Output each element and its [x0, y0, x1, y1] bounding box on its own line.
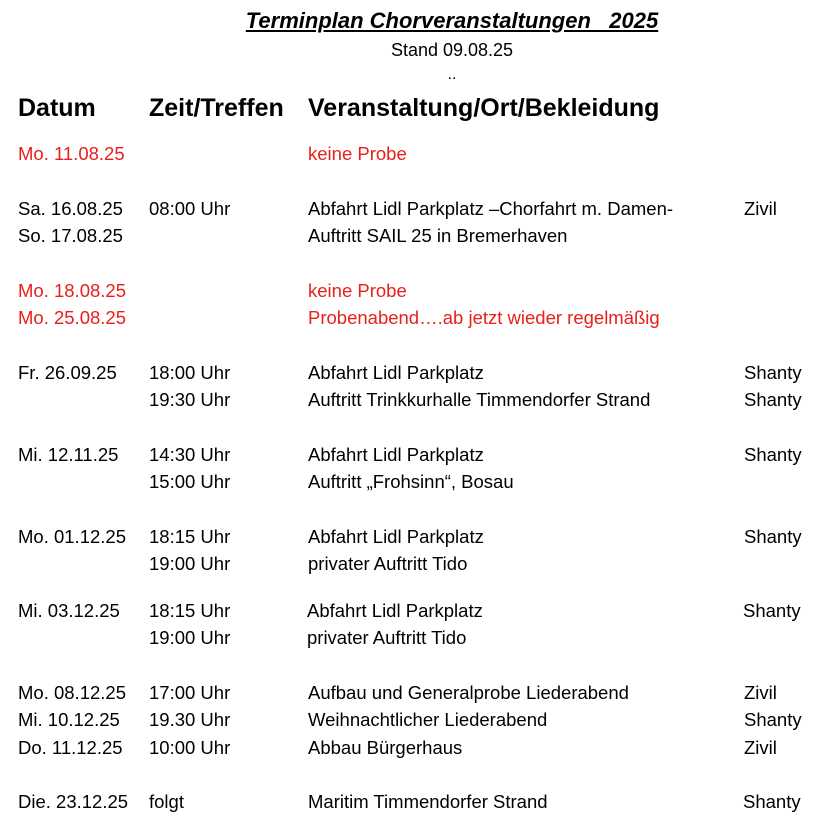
row-veranstaltung: Probenabend….ab jetzt wieder regelmäßig: [308, 307, 660, 328]
row-kleidung: Shanty: [744, 389, 802, 410]
row-zeit: 15:00 Uhr: [149, 471, 231, 492]
header-datum: Datum: [18, 94, 96, 122]
row-veranstaltung: Weihnachtlicher Liederabend: [308, 709, 548, 730]
row-veranstaltung: Abfahrt Lidl Parkplatz: [308, 444, 484, 465]
row-datum: Mo. 01.12.25: [18, 526, 126, 547]
row-veranstaltung: Abfahrt Lidl Parkplatz: [308, 526, 484, 547]
row-kleidung: Shanty: [744, 526, 802, 547]
row-zeit: 19:30 Uhr: [149, 389, 231, 410]
row-kleidung: Shanty: [744, 709, 802, 730]
row-datum: Sa. 16.08.25: [18, 198, 123, 219]
row-datum: Fr. 26.09.25: [18, 362, 117, 383]
row-zeit: 08:00 Uhr: [149, 198, 231, 219]
row-veranstaltung: Auftritt SAIL 25 in Bremerhaven: [308, 225, 568, 246]
row-datum: Mi. 10.12.25: [18, 709, 120, 730]
document-title: Terminplan Chorveranstaltungen 2025: [245, 8, 659, 33]
row-veranstaltung: Abfahrt Lidl Parkplatz: [308, 362, 484, 383]
row-datum: Mo. 18.08.25: [18, 280, 126, 301]
row-kleidung: Zivil: [744, 737, 777, 758]
row-veranstaltung: Auftritt „Frohsinn“, Bosau: [308, 471, 514, 492]
row-veranstaltung: Auftritt Trinkkurhalle Timmendorfer Strand: [308, 389, 651, 410]
row-zeit: 18:00 Uhr: [149, 362, 231, 383]
separator-dots: ..: [447, 66, 457, 83]
row-zeit: 19:00 Uhr: [149, 627, 231, 648]
row-datum: Mo. 08.12.25: [18, 682, 126, 703]
row-veranstaltung: Abfahrt Lidl Parkplatz: [307, 600, 483, 621]
row-veranstaltung: keine Probe: [308, 143, 407, 164]
row-veranstaltung: Abfahrt Lidl Parkplatz –Chorfahrt m. Damen-: [308, 198, 674, 219]
header-veranstaltung: Veranstaltung/Ort/Bekleidung: [308, 94, 660, 122]
row-kleidung: Shanty: [744, 362, 802, 383]
row-zeit: 14:30 Uhr: [149, 444, 231, 465]
row-datum: Do. 11.12.25: [18, 737, 123, 758]
row-zeit: 19:00 Uhr: [149, 553, 231, 574]
row-datum: So. 17.08.25: [18, 225, 123, 246]
row-kleidung: Shanty: [743, 600, 801, 621]
row-zeit: 18:15 Uhr: [149, 600, 231, 621]
row-zeit: 10:00 Uhr: [149, 737, 231, 758]
stand-date: Stand 09.08.25: [390, 40, 514, 60]
row-kleidung: Shanty: [744, 444, 802, 465]
row-kleidung: Zivil: [744, 198, 777, 219]
row-veranstaltung: Aufbau und Generalprobe Liederabend: [308, 682, 629, 703]
row-zeit: folgt: [149, 791, 184, 812]
row-zeit: 18:15 Uhr: [149, 526, 231, 547]
row-datum: Mi. 03.12.25: [18, 600, 120, 621]
row-veranstaltung: Abbau Bürgerhaus: [308, 737, 463, 758]
row-datum: Mo. 25.08.25: [18, 307, 126, 328]
row-veranstaltung: Maritim Timmendorfer Strand: [308, 791, 548, 812]
header-zeit: Zeit/Treffen: [149, 94, 284, 122]
row-veranstaltung: privater Auftritt Tido: [307, 627, 467, 648]
row-veranstaltung: privater Auftritt Tido: [308, 553, 468, 574]
row-kleidung: Zivil: [744, 682, 777, 703]
row-veranstaltung: keine Probe: [308, 280, 407, 301]
row-zeit: 19.30 Uhr: [149, 709, 231, 730]
row-kleidung: Shanty: [743, 791, 801, 812]
row-datum: Die. 23.12.25: [18, 791, 129, 812]
row-datum: Mi. 12.11.25: [18, 444, 119, 465]
row-zeit: 17:00 Uhr: [149, 682, 231, 703]
row-datum: Mo. 11.08.25: [18, 143, 125, 164]
